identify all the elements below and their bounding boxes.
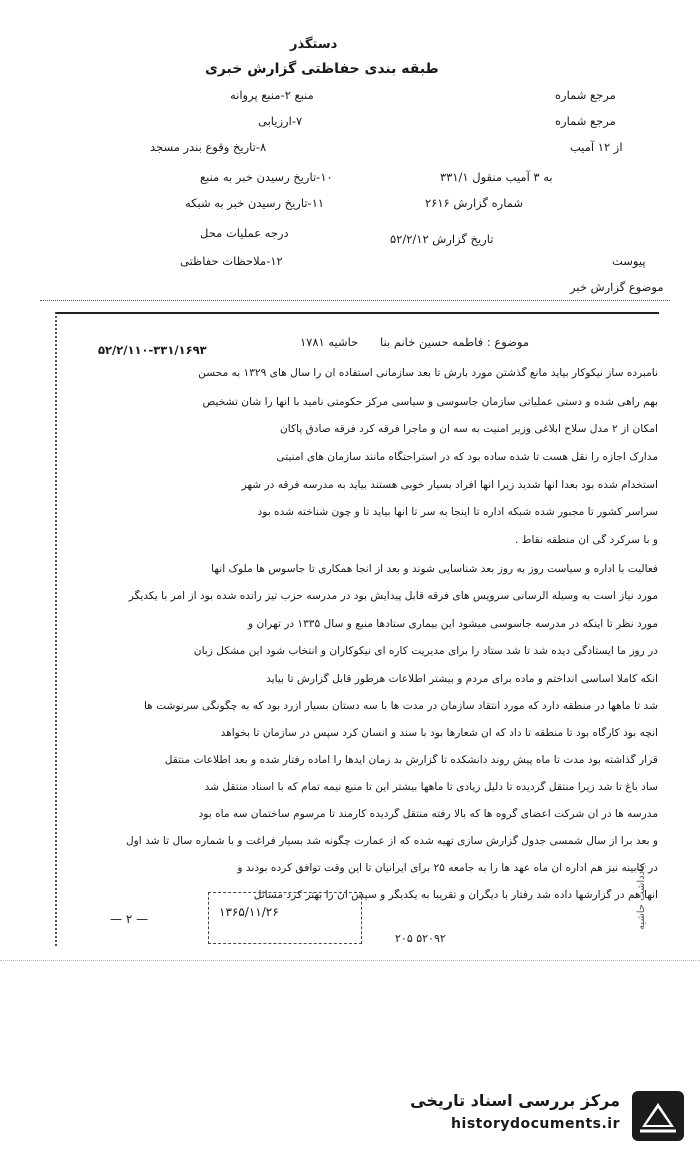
body-line: و بعد برا از سال شمسی جدول گزارش سازی تهیه شده که از عمارت چگونه شد بسیار فراغت و با شماره سال تا شد اول — [125, 835, 658, 847]
body-line: سراسر کشور تا مجبور شده شبکه اداره تا اینجا به سر تا آنها بیاید تا و چون شناخته شده بود — [257, 506, 658, 518]
body-line: در روز ما ایستادگی دیده شد تا شد ستاد را برای مدیریت کاره ای نیکوکاران و انتخاب شود این مشکل زبان — [193, 645, 658, 657]
body-line: مورد نیاز است به وسیله الرسانی سرویس های فرقه قابل پیدایش بود در مدرسه حزب تیز رانده شده بود از امر با یکدیگر — [128, 590, 658, 602]
field-source-receipt-date: ۱۰-تاریخ رسیدن خبر به منبع — [200, 170, 333, 184]
body-line: قرار گذاشته بود مدت تا ماه پیش روند دانشکده تا گزارش بد زمان ایدها را آماده رفتار شده و بعد اطلاعات منتقل — [164, 754, 658, 766]
body-line: ساد باغ تا شد زیرا منتقل گردیده تا دلیل زیادی تا ماهها بیشتر این تا منبع نیمه تمام که با اسناد منتقل شد — [204, 781, 658, 793]
field-reference-2: مرجع شماره — [555, 114, 616, 128]
book-logo-icon — [630, 1089, 686, 1143]
body-line: امکان از ۲ مدل سلاح ابلاغی وزیر امنیت به سه آن و ماجرا فرقه کرد فرقه صادق پاکان — [279, 423, 658, 435]
body-line: آنکه کاملا اساسی انداختم و ماده برای مردم و بیشتر اطلاعات هرطور قابل گزارش تا بیاید — [266, 673, 658, 685]
body-line: آنها هم در گزارشها داده شد رفتار با دیگران و تقریبا به یکدیگر و سپس آن را بهتر کرد مسائل — [253, 889, 658, 901]
body-line: در کابینه نیز هم اداره آن ماه عهد ها را به جامعه ۲۵ برای ایرانیان تا این وقت توافق کرده بودند و — [237, 862, 658, 874]
subject-line: موضوع : فاطمه حسین خانم بنا — [380, 335, 530, 349]
body-line: و با سرکرد گی آن منطقه نقاط . — [514, 534, 658, 546]
body-line: مدارک اجازه را نقل هست تا شده ساده بود که در استراحتگاه مانند سازمان های امنیتی — [276, 451, 658, 463]
field-attachment: پیوست — [612, 254, 646, 268]
body-line: فعالیت با اداره و سیاست روز به روز بعد شناسایی شوند و بعد از آنجا همکاری تا جاسوس ها ملوک آنها — [211, 563, 658, 575]
field-occurrence-date: ۸-تاریخ وقوع بندر مسجد — [150, 140, 267, 154]
watermark-url: historydocuments.ir — [451, 1116, 620, 1132]
page-mark: — ۲ — — [110, 912, 149, 926]
field-security-notes: ۱۲-ملاحظات حفاظتی — [180, 254, 283, 268]
field-local-operations: درجه عملیات محل — [200, 226, 289, 240]
body-line: مدرسه ها در آن شرکت اعضای گروه ها که بالا رفته منتقل گردیده کارمند تا مرسوم ساختمان سه ماه بود — [198, 808, 658, 820]
registration-stamp — [208, 892, 362, 944]
body-line: مورد نظر تا اینکه در مدرسه جاسوسی میشود این بیماری ستادها منبع و سال ۱۳۳۵ در تهران و — [247, 618, 658, 630]
body-line: آنچه بود کارگاه بود تا منطقه تا داد که آن شعارها بود با سند و انسان کرد سپس در سازمان تا بخواهد — [220, 727, 658, 739]
stamp-text: ۱۳۶۵/۱۱/۲۶ — [219, 905, 279, 919]
watermark-title: مرکز بررسی اسناد تاریخی — [410, 1091, 620, 1110]
field-report-number: شماره گزارش ۲۶۱۶ — [425, 196, 524, 210]
margin-handwritten-note: یادداشت حاشیه — [636, 865, 647, 930]
field-report-date: تاریخ گزارش ۵۲/۲/۱۲ — [390, 232, 494, 246]
reference-number: ۵۲/۲/۱۱۰-۳۳۱/۱۶۹۳ — [98, 343, 207, 357]
field-evaluation: ۷-ارزیابی — [258, 114, 303, 128]
body-line: استخدام شده بود بعدا آنها شدید زیرا آنها افراد بسیار خوبی هستند بیاید به مدرسه فرقه در شهر — [241, 479, 658, 491]
field-report-subject: موضوع گزارش خبر — [570, 280, 664, 294]
field-source: منبع ۲-منبع پروانه — [230, 88, 314, 102]
body-line: نامبرده ساز نیکوکار بیاید مانع گذشتن مورد بارش تا بعد سازمانی استفاده آن را سال های ۱۳۲۹ به محسن — [198, 367, 658, 379]
page-edge-divider — [0, 960, 700, 961]
body-line: بهم راهی شده و دستی عملیاتی سازمان جاسوسی و سیاسی مرکز حکومتی نامید با آنها را شان تشخیص — [202, 396, 658, 408]
field-from: از ۱۲ آمیب — [570, 140, 623, 154]
bottom-number: ۲۰۵ ۵۲۰۹۲ — [395, 932, 446, 945]
document-title: طبقه بندی حفاظتی گزارش خبری — [205, 61, 439, 77]
watermark — [410, 1085, 690, 1145]
field-network-receipt-date: ۱۱-تاریخ رسیدن خبر به شبکه — [185, 196, 325, 210]
classification-top: دستگذر — [290, 37, 338, 52]
field-to: به ۳ آمیب منقول ۳۳۱/۱ — [440, 170, 553, 184]
field-reference-1: مرجع شماره — [555, 88, 616, 102]
body-line: شد تا ماهها در منطقه دارد که مورد انتقاد سازمان در مدت ها با سه دستان بسیار ازرد بود که به چگونگی سرنوشت ها — [143, 700, 658, 712]
reference-margin: حاشیه ۱۷۸۱ — [300, 335, 359, 349]
divider-dotted — [40, 300, 670, 301]
